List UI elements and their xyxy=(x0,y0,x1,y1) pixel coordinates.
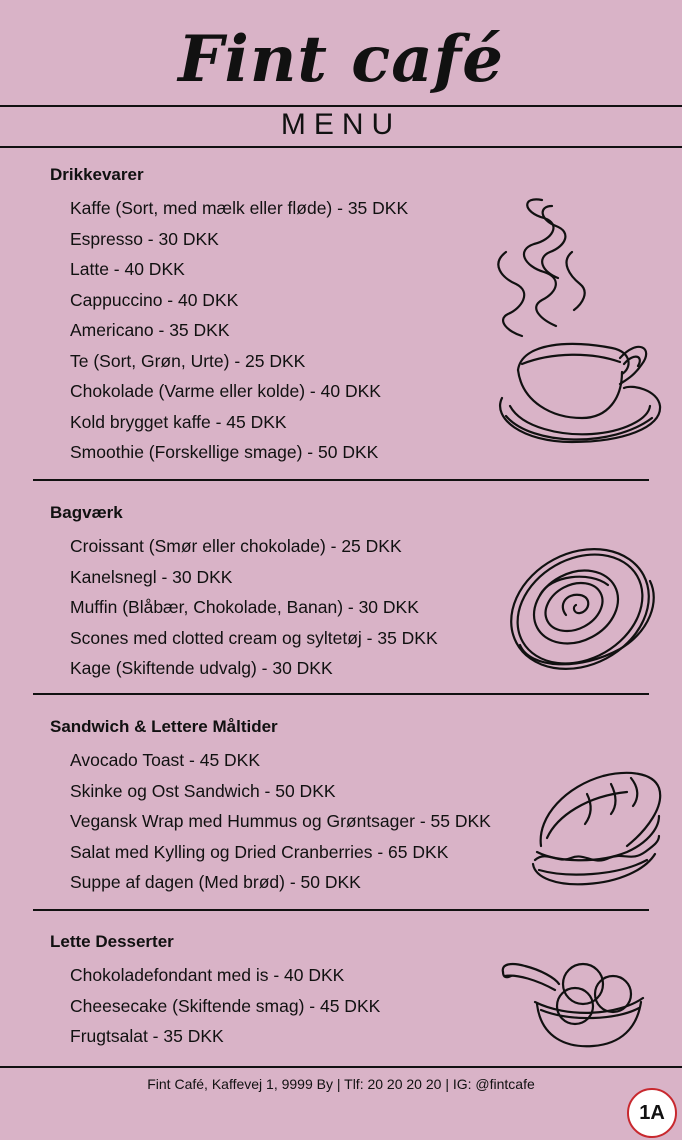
section-heading: Sandwich & Lettere Måltider xyxy=(50,717,278,736)
footer-contact: Fint Café, Kaffevej 1, 9999 By | Tlf: 20 20 20 20 | IG: @fintcafe xyxy=(147,1076,535,1092)
menu-item: Te (Sort, Grøn, Urte) - 25 DKK xyxy=(70,350,306,371)
menu-item: Cheesecake (Skiftende smag) - 45 DKK xyxy=(70,995,381,1016)
menu-item: Kanelsnegl - 30 DKK xyxy=(70,566,233,587)
header-rule-bottom xyxy=(0,146,682,148)
menu-item: Skinke og Ost Sandwich - 50 DKK xyxy=(70,780,336,801)
menu-item: Americano - 35 DKK xyxy=(70,320,230,340)
sandwich-icon xyxy=(527,766,663,890)
menu-item: Frugtsalat - 35 DKK xyxy=(70,1026,224,1046)
menu-item: Scones med clotted cream og syltetøj - 35 DKK xyxy=(70,627,438,648)
menu-item: Vegansk Wrap med Hummus og Grøntsager - 55 DKK xyxy=(70,811,491,831)
menu-item: Salat med Kylling og Dried Cranberries - 65 DKK xyxy=(70,841,449,862)
menu-heading: MENU xyxy=(280,108,402,141)
coffee-cup-icon xyxy=(482,192,667,454)
cinnamon-roll-icon xyxy=(500,545,660,675)
section-divider xyxy=(33,479,649,481)
header-rule-top xyxy=(0,105,682,107)
cafe-title: Fint café xyxy=(178,22,504,97)
menu-item: Chokolade (Varme eller kolde) - 40 DKK xyxy=(70,381,381,401)
menu-item: Chokoladefondant med is - 40 DKK xyxy=(70,965,345,985)
menu-item: Kage (Skiftende udvalg) - 30 DKK xyxy=(70,658,333,678)
section-desserter xyxy=(50,930,380,1052)
section-heading: Lette Desserter xyxy=(50,932,174,951)
section-divider xyxy=(33,909,649,911)
section-heading: Bagværk xyxy=(50,503,123,522)
menu-item: Muffin (Blåbær, Chokolade, Banan) - 30 DKK xyxy=(70,597,419,617)
menu-item: Croissant (Smør eller chokolade) - 25 DKK xyxy=(70,536,402,556)
menu-item: Smoothie (Forskellige smage) - 50 DKK xyxy=(70,442,379,462)
menu-item: Latte - 40 DKK xyxy=(70,259,185,279)
footer-rule xyxy=(0,1066,682,1068)
section-bagvaerk xyxy=(50,501,438,684)
section-drikkevarer xyxy=(50,163,408,468)
menu-item: Kold brygget kaffe - 45 DKK xyxy=(70,411,287,432)
menu-item: Cappuccino - 40 DKK xyxy=(70,289,239,310)
ice-cream-bowl-icon xyxy=(497,958,647,1052)
page-badge: 1A xyxy=(627,1088,677,1138)
section-sandwich xyxy=(50,715,491,898)
menu-item: Espresso - 30 DKK xyxy=(70,228,219,249)
section-heading: Drikkevarer xyxy=(50,165,144,184)
menu-item: Suppe af dagen (Med brød) - 50 DKK xyxy=(70,872,361,892)
section-divider xyxy=(33,693,649,695)
menu-item: Kaffe (Sort, med mælk eller fløde) - 35 DKK xyxy=(70,198,409,218)
menu-item: Avocado Toast - 45 DKK xyxy=(70,750,261,770)
